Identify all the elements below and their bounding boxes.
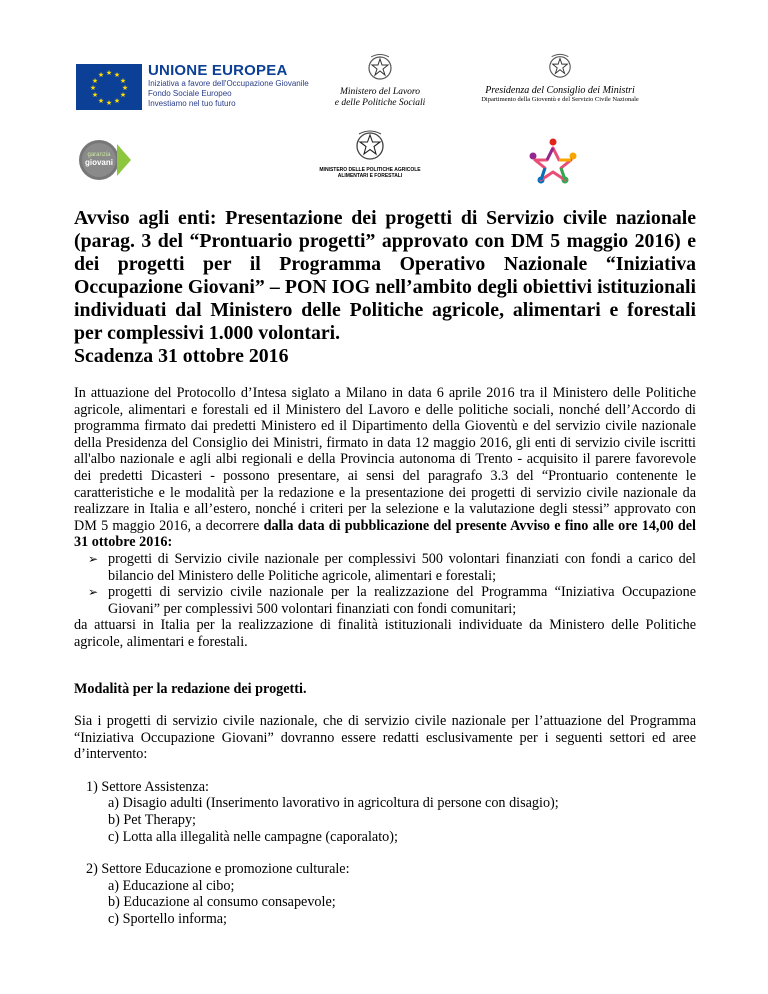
- eu-line-3: Investiamo nel tuo futuro: [148, 99, 236, 108]
- section-heading: Modalità per la redazione dei progetti.: [74, 680, 307, 697]
- arrow-bullet-icon: ➢: [88, 585, 99, 600]
- svg-text:★: ★: [91, 91, 99, 99]
- deadline: Scadenza 31 ottobre 2016: [74, 345, 289, 367]
- list-item: a) Disagio adulti (Inserimento lavorativo in agricoltura di persone con disagio);: [108, 795, 559, 812]
- intro-bold-text: dalla data di pubblicazione del presente Avviso e fino alle ore 14,00 del 31 ottobre 2016:: [74, 517, 697, 551]
- arrow-bullet-icon: ➢: [88, 551, 99, 566]
- emblem-icon: [353, 128, 387, 162]
- eu-flag-icon: [76, 64, 142, 110]
- ministero-lavoro-logo: [330, 52, 430, 109]
- sector-label: 2) Settore Educazione e promozione culturale:: [86, 861, 350, 878]
- emblem-icon: [366, 52, 394, 82]
- sector-label: 1) Settore Assistenza:: [86, 778, 209, 795]
- svg-text:★: ★: [119, 77, 127, 85]
- svg-text:★: ★: [89, 84, 97, 92]
- list-item: b) Pet Therapy;: [108, 812, 196, 829]
- emblem-icon: [547, 52, 573, 80]
- svg-text:★: ★: [119, 91, 127, 99]
- svg-text:★: ★: [113, 71, 121, 79]
- presidenza-line-2: Dipartimento della Gioventù e del Servizio Civile Nazionale: [481, 96, 639, 103]
- svg-text:★: ★: [105, 69, 113, 77]
- intro-paragraph: [74, 385, 696, 551]
- list-item: a) Educazione al cibo;: [108, 877, 235, 894]
- sectors-list: [74, 779, 696, 928]
- document-title: Avviso agli enti: Presentazione dei progetti di Servizio civile nazionale (parag. 3 del “Prontuario progetti” approvato con DM 5 maggio 2016) e dei progetti per il Programma Operativo Nazionale “Iniziativa Occupazione Giovani” – PON IOG nell’ambito degli obiettivi istituzionali individuati dal Ministero delle Politiche agricole, alimentari e forestali per complessivi 1.000 volontari.: [74, 207, 696, 344]
- presidenza-logo: [470, 52, 650, 103]
- svg-text:★: ★: [121, 84, 129, 92]
- header-logos: [0, 0, 768, 200]
- list-item: ➢ progetti di Servizio civile nazionale per complessivi 500 volontari finanziati con fondi a carico del bilancio del Ministero delle Politiche agricole, alimentari e forestali;: [88, 550, 696, 584]
- list-item: c) Lotta alla illegalità nelle campagne (caporalato);: [108, 828, 398, 845]
- gg-line-2: giovani: [84, 158, 114, 167]
- gg-line-1: garanzia: [87, 152, 111, 158]
- ministero-lavoro-line-2: e delle Politiche Sociali: [334, 98, 426, 108]
- project-types-list: [74, 551, 696, 617]
- svg-text:★: ★: [97, 71, 105, 79]
- mipaaf-line-2: ALIMENTARI E FORESTALI: [337, 173, 403, 179]
- document-body: [74, 207, 696, 928]
- intro-text: In attuazione del Protocollo d’Intesa siglato a Milano in data 6 aprile 2016 tra il Ministero delle Politiche agricole, alimentari e forestali ed il Ministero del Lavoro e delle politiche sociali, nonché dell’Accordo di programma firmato dai predetti Ministero ed il Dipartimento della Gioventù e del servizio civile nazionale della Presidenza del Consiglio dei Ministri, firmato in data 12 maggio 2016, gli enti di servizio civile iscritti all'albo nazionale e agli albi regionali e della Provincia autonoma di Trento - acquisito il parere favorevole dei predetti Dicasteri - possono presentare, ai sensi del paragrafo 3.3 del “Prontuario contenente le caratteristiche e le modalità per la redazione e la presentazione dei progetti di servizio civile nazionale da realizzare in Italia e all’estero, nonché i criteri per la selezione e la valutazione degli stessi” approvato con DM 5 maggio 2016, a decorrere: [74, 385, 696, 534]
- list-item: ➢ progetti di servizio civile nazionale per la realizzazione del Programma “Iniziativa Occupazione Giovani” per complessivi 500 volontari finanziati con fondi comunitari;: [88, 584, 696, 617]
- eu-line-2: Fondo Sociale Europeo: [148, 89, 232, 98]
- section-intro: Sia i progetti di servizio civile nazionale, che di servizio civile nazionale per l’attuazione del Programma “Iniziativa Occupazione Giovani” dovranno essere redatti esclusivamente per i seguenti settori ed aree d’intervento:: [74, 713, 696, 763]
- mipaaf-logo: [300, 128, 440, 179]
- svg-text:★: ★: [91, 77, 99, 85]
- ministero-lavoro-line-1: Ministero del Lavoro: [339, 87, 421, 97]
- closing-paragraph: da attuarsi in Italia per la realizzazione di finalità istituzionali individuate da Ministero delle Politiche agricole, alimentari e forestali.: [74, 617, 696, 650]
- mipaaf-line-1: MINISTERO DELLE POLITICHE AGRICOLE: [319, 167, 421, 173]
- list-item: c) Sportello informa;: [108, 911, 227, 928]
- garanzia-giovani-logo: [77, 138, 133, 187]
- svg-text:★: ★: [97, 97, 105, 105]
- svg-text:★: ★: [113, 97, 121, 105]
- svg-text:★: ★: [105, 99, 113, 107]
- presidenza-line-1: Presidenza del Consiglio dei Ministri: [485, 85, 635, 96]
- eu-logo: [76, 64, 309, 110]
- servizio-civile-star-icon: [525, 134, 581, 195]
- list-item: b) Educazione al consumo consapevole;: [108, 894, 336, 911]
- eu-line-1: Iniziativa a favore dell'Occupazione Giovanile: [148, 79, 309, 88]
- eu-title: UNIONE EUROPEA: [148, 62, 288, 79]
